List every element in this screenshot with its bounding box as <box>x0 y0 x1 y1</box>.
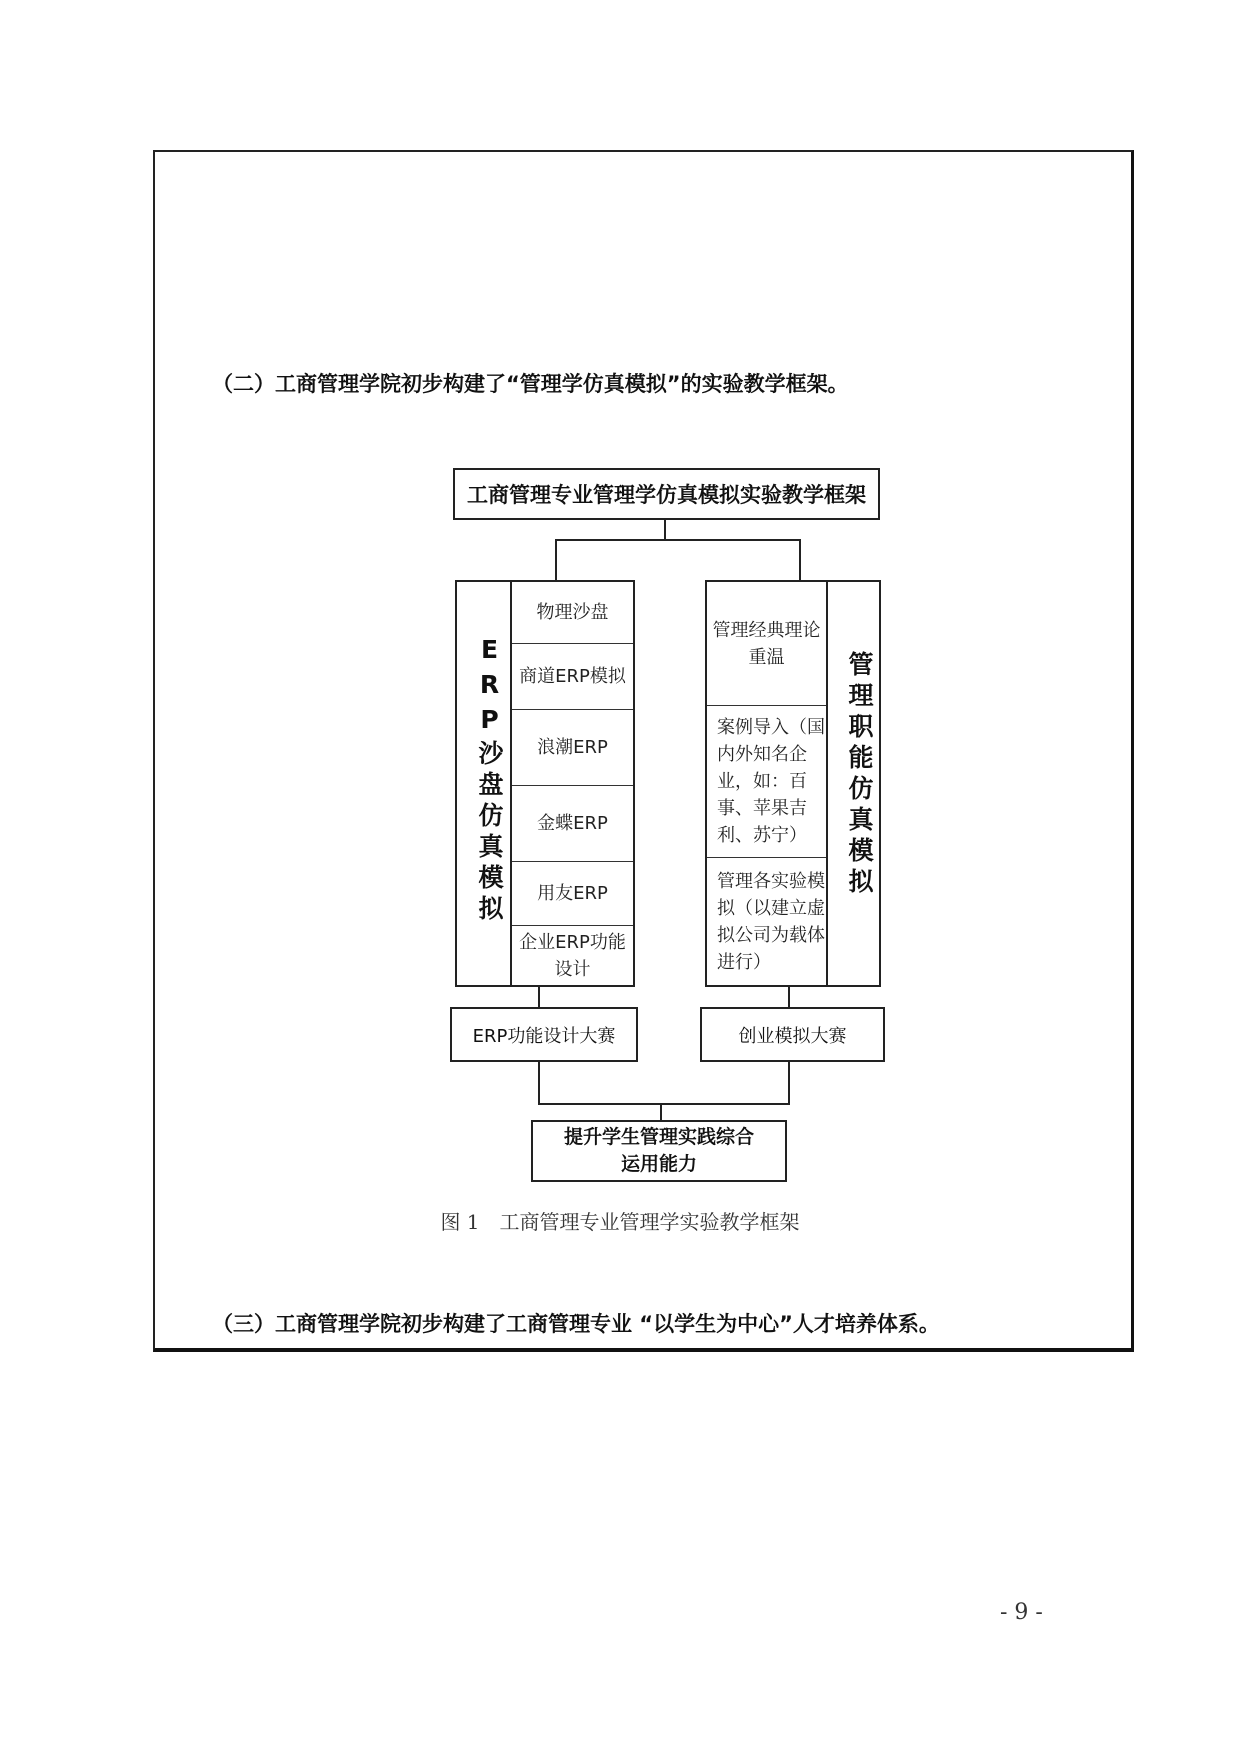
erp-item: 物理沙盘 <box>512 582 633 644</box>
connector-line <box>660 1103 662 1121</box>
erp-item: 企业ERP功能设计 <box>519 931 626 980</box>
erp-item: 商道ERP模拟 <box>512 644 633 710</box>
connector-line <box>799 539 801 581</box>
startup-contest-box: 创业模拟大赛 <box>700 1007 885 1062</box>
page-number: - 9 - <box>1000 1600 1043 1625</box>
erp-contest-box: ERP功能设计大赛 <box>450 1007 638 1062</box>
connector-line <box>788 1062 790 1104</box>
erp-item: 金蝶ERP <box>512 786 633 862</box>
section-three-text: （三）工商管理学院初步构建了工商管理专业 “以学生为中心”人才培养体系。 <box>212 1312 940 1336</box>
management-group-label: 管理职能仿真模拟 <box>845 651 874 899</box>
framework-title-box: 工商管理专业管理学仿真模拟实验教学框架 <box>453 468 880 520</box>
connector-line <box>555 539 800 541</box>
management-item: 管理各实验模拟（以建立虚拟公司为载体进行） <box>717 870 825 973</box>
management-item: 案例导入（国内外知名企业，如：百事、苹果吉利、苏宁） <box>707 706 826 858</box>
erp-item: 浪潮ERP <box>512 710 633 786</box>
outcome-box: 提升学生管理实践综合运用能力 <box>531 1120 787 1182</box>
connector-line <box>538 1062 540 1104</box>
figure-caption: 图 1 工商管理专业管理学实验教学框架 <box>440 1210 800 1234</box>
connector-line <box>555 539 557 581</box>
connector-line <box>538 987 540 1007</box>
erp-group-label: ERP沙盘仿真模拟 <box>475 634 504 926</box>
connector-line <box>664 520 666 540</box>
erp-item: 用友ERP <box>512 862 633 926</box>
section-two-text: （二）工商管理学院初步构建了“管理学仿真模拟”的实验教学框架。 <box>212 372 849 396</box>
management-item: 管理经典理论重温 <box>707 582 826 706</box>
connector-line <box>538 1103 790 1105</box>
management-group-divider <box>826 580 828 987</box>
connector-line <box>788 987 790 1007</box>
